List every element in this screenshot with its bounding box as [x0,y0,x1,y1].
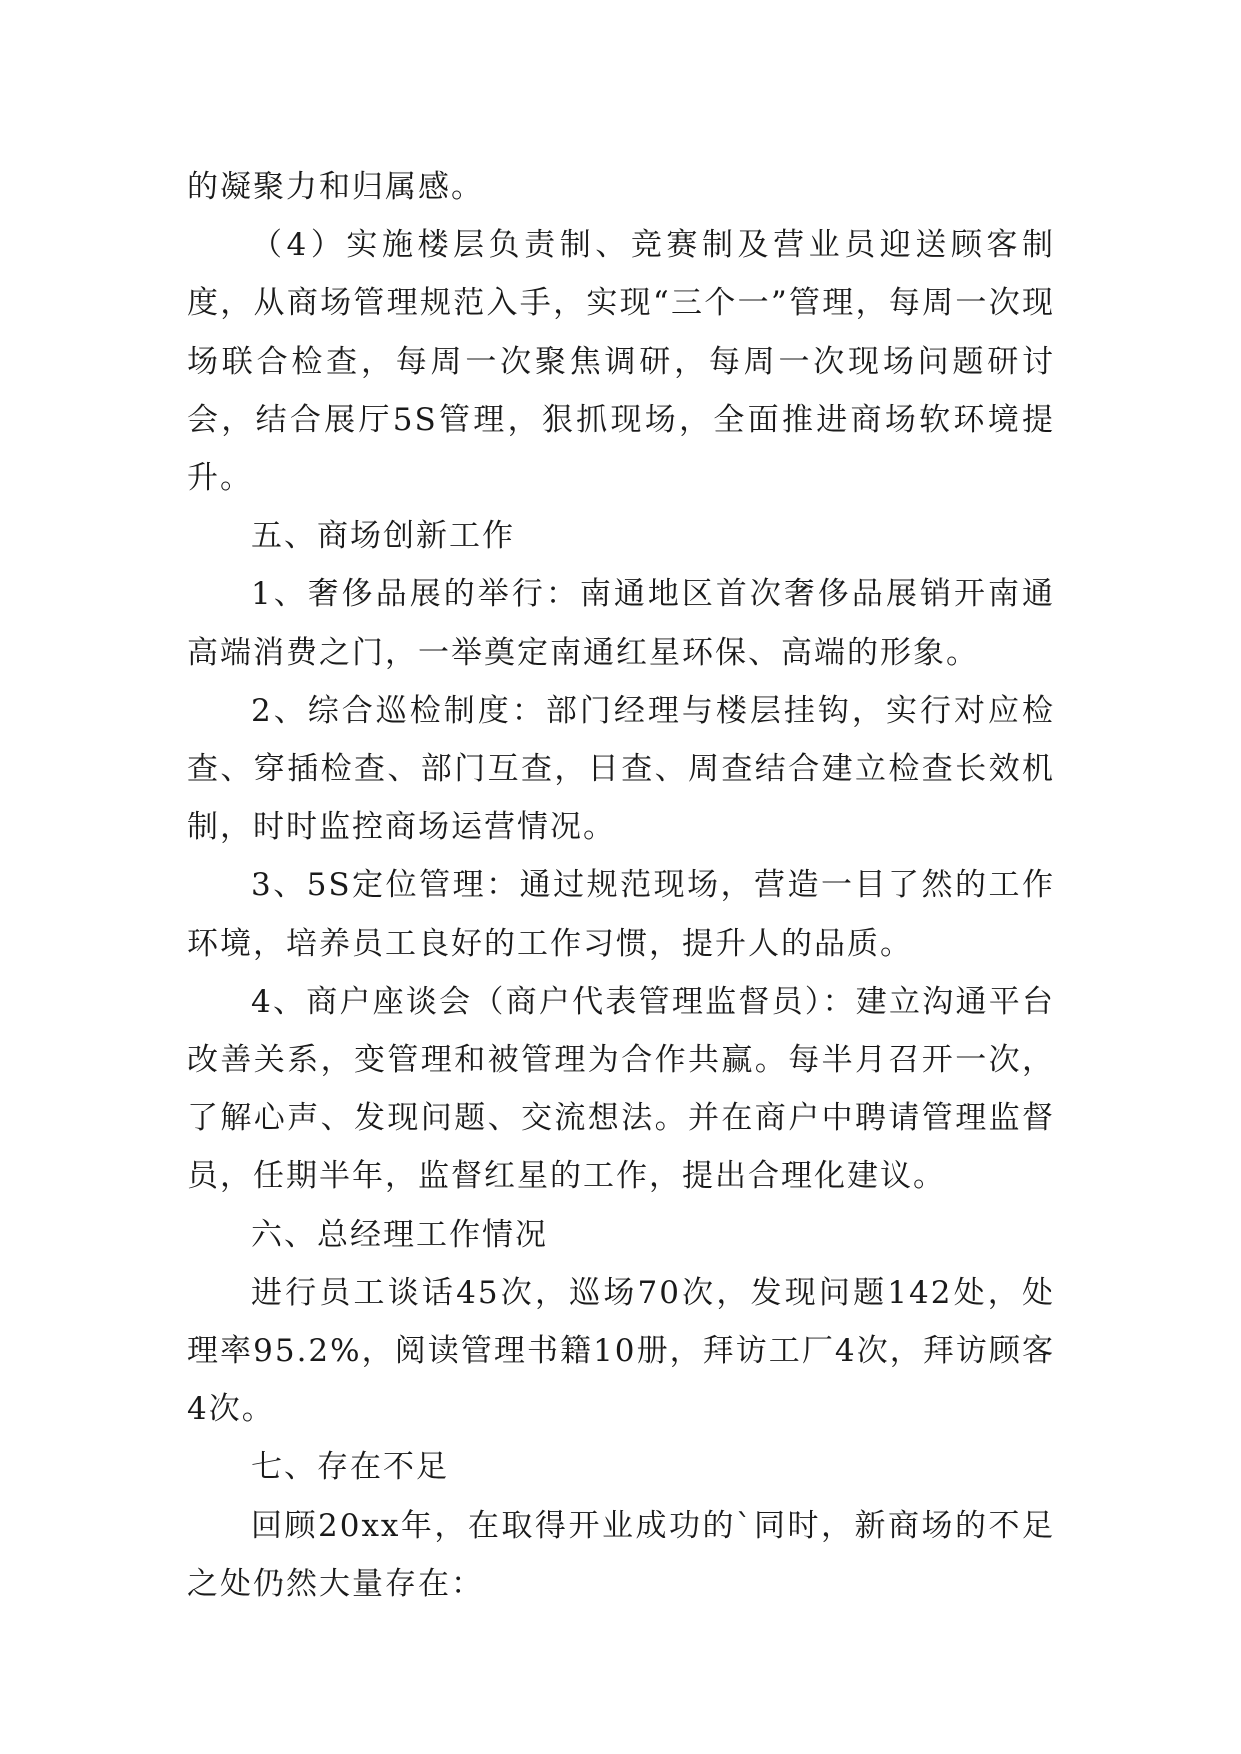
paragraph-5s-management: 3、5S定位管理：通过规范现场，营造一目了然的工作环境，培养员工良好的工作习惯，提升人的品质。 [187,867,1055,962]
paragraph-merchant-forum: 4、商户座谈会（商户代表管理监督员）：建立沟通平台改善关系，变管理和被管理为合作共赢。每半月召开一次，了解心声、发现问题、交流想法。并在商户中聘请管理监督员，任期半年，监督红星的工作，提出合理化建议。 [187,983,1055,1195]
paragraph-luxury-exhibition: 1、奢侈品展的举行：南通地区首次奢侈品展销开南通高端消费之门，一举奠定南通红星环保、高端的形象。 [187,576,1055,671]
paragraph-gm-statistics: 进行员工谈话45次，巡场70次，发现问题142处，处理率95.2%，阅读管理书籍10册，拜访工厂4次，拜访顾客4次。 [187,1274,1055,1428]
section-heading-shortcomings: 七、存在不足 [251,1449,449,1486]
paragraph-inspection-system: 2、综合巡检制度：部门经理与楼层挂钩，实行对应检查、穿插检查、部门互查，日查、周查结合建立检查长效机制，时时监控商场运营情况。 [187,692,1055,846]
document-body [187,158,1055,1613]
section-heading-gm-work: 六、总经理工作情况 [251,1216,548,1253]
paragraph-review: 回顾20xx年，在取得开业成功的`同时，新商场的不足之处仍然大量存在： [187,1507,1055,1602]
section-heading-innovation: 五、商场创新工作 [251,518,515,555]
paragraph-floor-responsibility: （4）实施楼层负责制、竞赛制及营业员迎送顾客制度，从商场管理规范入手，实现“三个一”管理，每周一次现场联合检查，每周一次聚焦调研，每周一次现场问题研讨会，结合展厅5S管理，狠抓现场，全面推进商场软环境提升。 [187,227,1055,497]
paragraph-continuation: 的凝聚力和归属感。 [187,169,484,205]
